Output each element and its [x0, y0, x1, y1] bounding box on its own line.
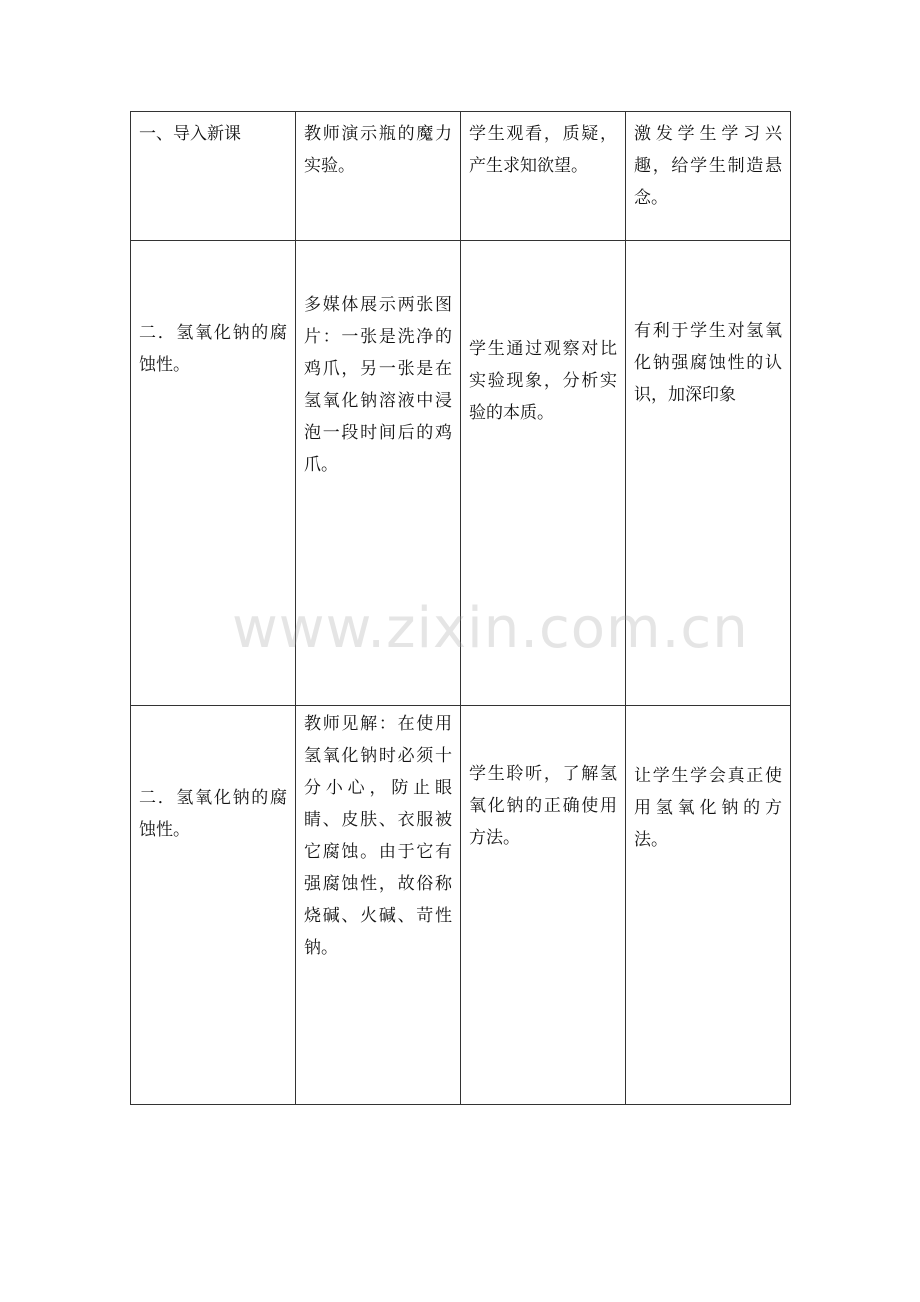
table-row: [131, 112, 791, 241]
table-row: [131, 706, 791, 1105]
design-purpose-cell: 有利于学生对氢氧化钠强腐蚀性的认识，加深印象: [626, 241, 791, 706]
design-purpose-cell: 让学生学会真正使用氢氧化钠的方法。: [626, 706, 791, 1105]
teacher-activity-cell: 教师见解：在使用氢氧化钠时必须十分小心，防止眼睛、皮肤、衣服被它腐蚀。由于它有强腐蚀性，故俗称烧碱、火碱、苛性钠。: [296, 706, 461, 1105]
stage-cell: 二．氢氧化钠的腐蚀性。: [131, 706, 296, 1105]
table-row: [131, 241, 791, 706]
teacher-activity-cell: 教师演示瓶的魔力实验。: [296, 112, 461, 241]
stage-cell: 一、导入新课: [131, 112, 296, 241]
student-activity-cell: 学生观看，质疑，产生求知欲望。: [461, 112, 626, 241]
lesson-plan-table: [130, 111, 791, 1105]
student-activity-cell: 学生通过观察对比实验现象，分析实验的本质。: [461, 241, 626, 706]
watermark: www.zixin.com.cn: [232, 596, 749, 661]
teacher-activity-cell: 多媒体展示两张图片：一张是洗净的鸡爪，另一张是在氢氧化钠溶液中浸泡一段时间后的鸡爪。: [296, 241, 461, 706]
stage-cell: 二．氢氧化钠的腐蚀性。: [131, 241, 296, 706]
student-activity-cell: 学生聆听，了解氢氧化钠的正确使用方法。: [461, 706, 626, 1105]
design-purpose-cell: 激发学生学习兴趣，给学生制造悬念。: [626, 112, 791, 241]
